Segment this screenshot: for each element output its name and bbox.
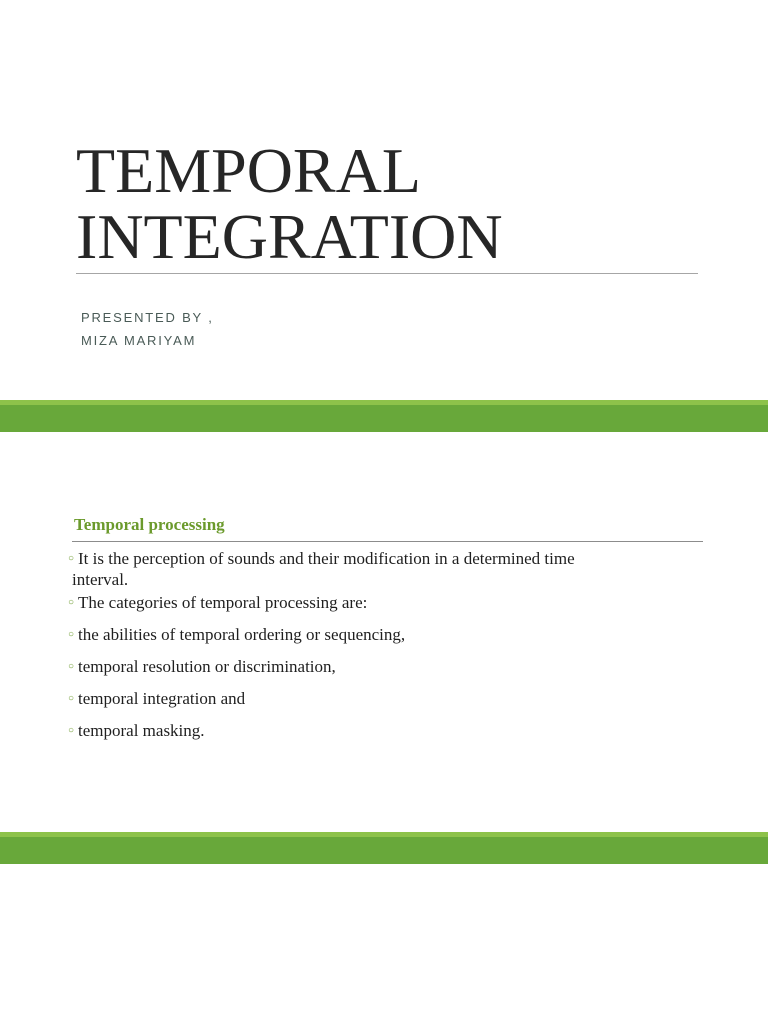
bullet-text-continued: interval. bbox=[72, 570, 129, 589]
bullet-text: The categories of temporal processing are: bbox=[78, 593, 368, 612]
bullet-icon: ○ bbox=[68, 629, 75, 640]
presenter-name: MIZA MARIYAM bbox=[81, 333, 197, 348]
list-item bbox=[68, 592, 688, 624]
bullet-icon: ○ bbox=[68, 725, 75, 736]
bullet-icon: ○ bbox=[68, 661, 75, 672]
list-item bbox=[68, 720, 688, 752]
bullet-icon: ○ bbox=[68, 693, 75, 704]
bullet-icon: ○ bbox=[68, 553, 75, 564]
bullet-list bbox=[68, 548, 688, 752]
title-slide bbox=[0, 0, 768, 400]
bullet-text: temporal integration and bbox=[78, 689, 246, 708]
list-item bbox=[68, 688, 688, 720]
title-divider bbox=[76, 273, 698, 274]
slide-heading: Temporal processing bbox=[74, 515, 225, 534]
slide-title-line-2: INTEGRATION bbox=[76, 201, 503, 272]
bullet-text: temporal resolution or discrimination, bbox=[78, 657, 336, 676]
slide-separator-band bbox=[0, 832, 768, 864]
bullet-text: It is the perception of sounds and their modification in a determined time bbox=[78, 549, 575, 568]
list-item bbox=[68, 624, 688, 656]
slide-title bbox=[76, 135, 503, 272]
presenter-label: PRESENTED BY , bbox=[81, 310, 214, 325]
slide-separator-band bbox=[0, 400, 768, 432]
blank-slide bbox=[0, 864, 768, 1024]
bullet-text: temporal masking. bbox=[78, 721, 205, 740]
list-item bbox=[68, 548, 688, 592]
bullet-text: the abilities of temporal ordering or sequencing, bbox=[78, 625, 406, 644]
bullet-icon: ○ bbox=[68, 597, 75, 608]
slide-subtitle bbox=[81, 306, 214, 352]
heading-divider bbox=[72, 541, 703, 542]
list-item bbox=[68, 656, 688, 688]
slide-title-line-1: TEMPORAL bbox=[76, 135, 421, 206]
